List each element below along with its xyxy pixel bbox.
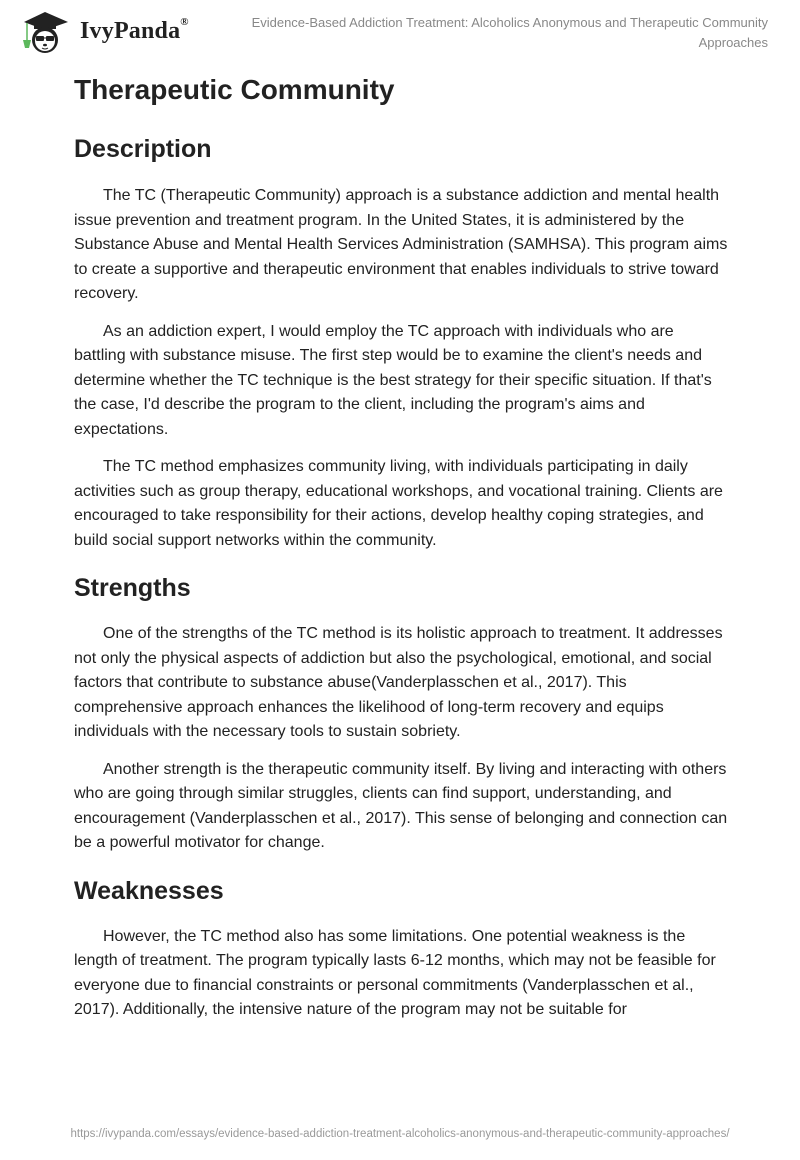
source-url[interactable]: https://ivypanda.com/essays/evidence-based-addiction-treatment-alcoholics-anonymous-and-therapeutic-community-approaches/ [70,1128,730,1140]
paragraph: The TC (Therapeutic Community) approach is a substance addiction and mental health issue prevention and treatment program. In the United States, it is administered by the Substance Abuse and Mental Health Services Administration (SAMHSA). This program aims to create a supportive and therapeutic environment that enables individuals to strive toward recovery. [74,187,728,302]
paragraph: Another strength is the therapeutic community itself. By living and interacting with others who are going through similar struggles, clients can find support, understanding, and encouragement (Vanderplasschen et al., 2017). This sense of belonging and connection can be a powerful motivator for change. [74,760,728,851]
logo-text: IvyPanda [80,17,181,44]
ivypanda-logo[interactable] [18,8,189,54]
logo-wordmark [80,15,189,45]
registered-mark: ® [180,15,189,28]
page-title: Therapeutic Community [74,74,395,105]
paragraph: The TC method emphasizes community living, with individuals participating in daily activities such as group therapy, educational workshops, and vocational training. Clients are encouraged to take responsibility for their actions, develop healthy coping strategies, and build social support networks within the community. [74,458,723,549]
section-heading-strengths: Strengths [74,574,191,602]
section-heading-description: Description [74,135,212,163]
panda-graduate-icon [18,8,72,54]
section-heading-weaknesses: Weaknesses [74,876,224,905]
paragraph: One of the strengths of the TC method is its holistic approach to treatment. It addresses not only the physical aspects of addiction but also the psychological, emotional, and social factors that contribute to substance abuse(Vanderplasschen et al., 2017). This comprehensive approach enhances the likelihood of long-term recovery and equips individuals with the necessary tools to sustain sobriety. [74,625,723,740]
paragraph: As an addiction expert, I would employ the TC approach with individuals who are battling with substance misuse. The first step would be to examine the client's needs and determine whether the TC technique is the best strategy for their specific situation. If that's the case, I'd describe the program to the client, including the program's aims and expectations. [74,322,712,438]
document-title: Evidence-Based Addiction Treatment: Alcoholics Anonymous and Therapeutic Community Approaches [251,15,768,50]
paragraph: However, the TC method also has some limitations. One potential weakness is the length of treatment. The program typically lasts 6-12 months, which may not be feasible for everyone due to financial constraints or personal commitments (Vanderplasschen et al., 2017). Additionally, the intensive nature of the program may not be suitable for [74,927,716,1018]
page-header [0,0,800,60]
article-body [74,70,728,1023]
